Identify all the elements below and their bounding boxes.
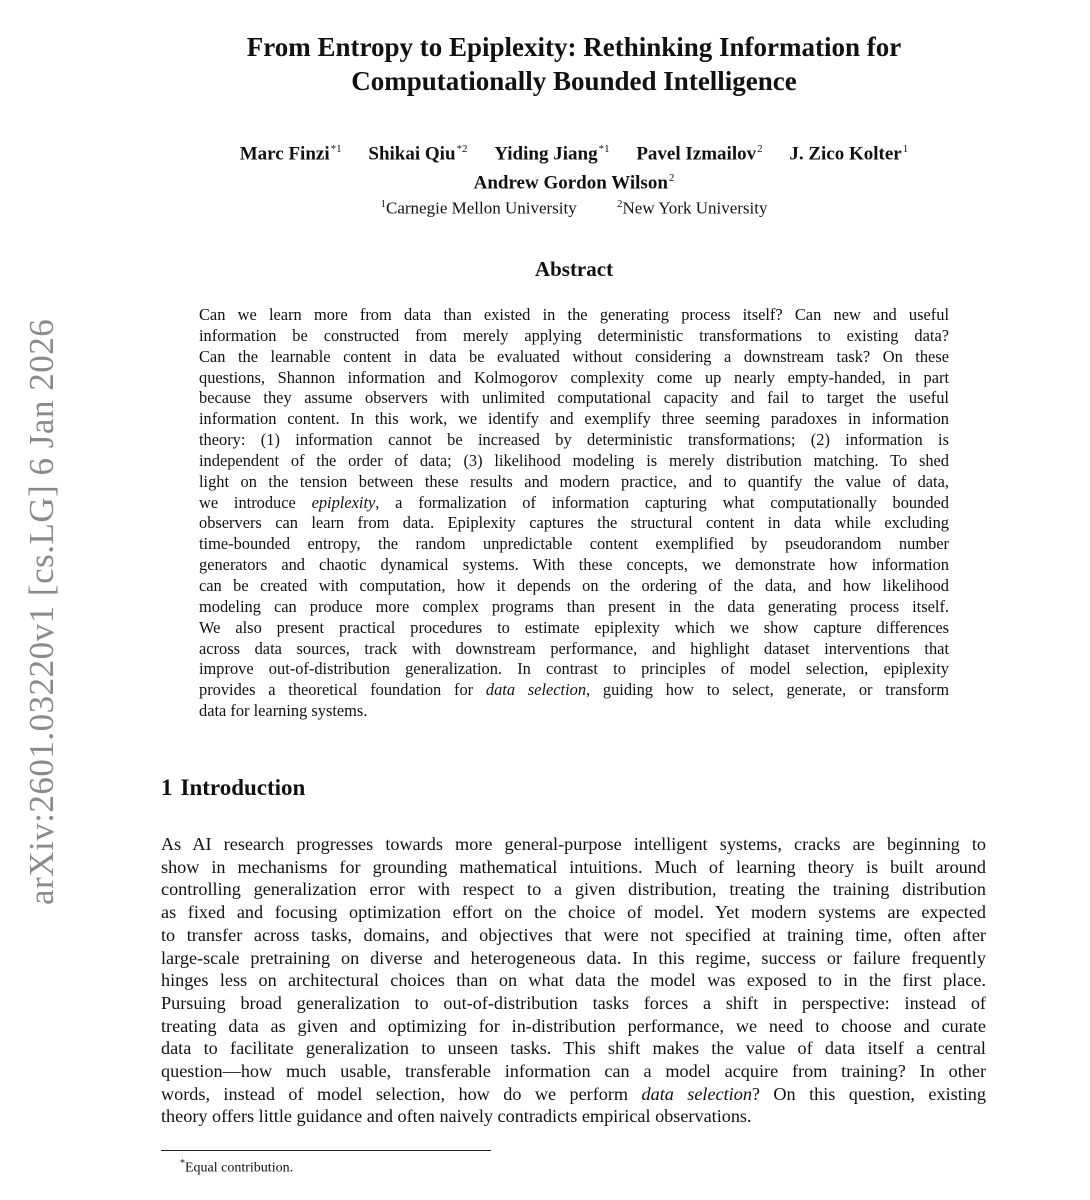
emphasized-term: data selection [641, 1083, 752, 1104]
abstract-line: information be constructed from merely applying deterministic transformations to existing data? [199, 325, 949, 345]
author-name: Shikai Qiu [368, 143, 456, 165]
author-row [150, 166, 998, 195]
introduction-line: data to facilitate generalization to unseen tasks. This shift makes the value of data itself a central [161, 1038, 986, 1059]
affiliation-mark: 1 [380, 198, 386, 210]
abstract-line: time-bounded entropy, the random unpredictable content exemplified by pseudorandom number [199, 534, 949, 554]
footnote [180, 1155, 293, 1178]
introduction-line: controlling generalization error with respect to a given distribution, treating the training distribution [161, 879, 986, 900]
abstract-line: because they assume observers with unlimited computational capacity and fail to target the useful [199, 388, 949, 408]
introduction-line: theory offers little guidance and often naively contradicts empirical observations. [161, 1106, 752, 1127]
affiliation [617, 194, 767, 219]
author-mark: 2 [668, 172, 675, 185]
abstract-line: across data sources, track with downstream performance, and highlight dataset interventions that [199, 638, 949, 658]
abstract-line: independent of the order of data; (3) likelihood modeling is merely distribution matching. To shed [199, 450, 949, 470]
emphasized-term: data selection [485, 680, 587, 700]
introduction-line: question—how much usable, transferable information can a model acquire from training? In other [161, 1061, 986, 1082]
introduction-body [161, 833, 986, 1128]
introduction-line: to transfer across tasks, domains, and objectives that were not specified at training time, often after [161, 924, 986, 945]
author [636, 137, 762, 166]
affiliation-list [150, 194, 998, 219]
author [474, 166, 675, 195]
abstract-line: information content. In this work, we identify and exemplify three seeming paradoxes in information [199, 409, 949, 429]
author [789, 137, 908, 166]
introduction-line: hinges less on architectural choices than on what data the model was exposed to in the first place. [161, 970, 986, 991]
author-name: J. Zico Kolter [789, 143, 902, 165]
abstract-line: improve out-of-distribution generalization. In contrast to principles of model selection, epiplexity [199, 659, 949, 679]
abstract-line: Can the learnable content in data be evaluated without considering a downstream task? On these [199, 346, 949, 366]
abstract-line: generators and chaotic dynamical systems. With these concepts, we demonstrate how information [199, 555, 949, 575]
section-heading-introduction [161, 774, 305, 802]
arxiv-side-stamp [22, 265, 62, 905]
emphasized-term: epiplexity [311, 492, 376, 512]
abstract-line: light on the tension between these results and modern practice, and to quantify the value of data, [199, 471, 949, 491]
affiliation-mark: 2 [617, 198, 623, 210]
title-line: From Entropy to Epiplexity: Rethinking Information for [246, 32, 902, 62]
abstract-line: Can we learn more from data than existed in the generating process itself? Can new and useful [199, 305, 949, 324]
author-row [150, 137, 998, 166]
title-line: Computationally Bounded Intelligence [351, 66, 797, 96]
introduction-line: as fixed and focusing optimization effort on the choice of model. Yet modern systems are expected [161, 902, 986, 923]
author [240, 137, 342, 166]
abstract-line: modeling can produce more complex programs than present in the data generating process itself. [199, 596, 949, 616]
introduction-line: show in mechanisms for grounding mathematical intuitions. Much of learning theory is built around [161, 856, 986, 877]
abstract-line: observers can learn from data. Epiplexity captures the structural content in data while excluding [199, 513, 949, 533]
arxiv-identifier: arXiv:2601.03220v1 [cs.LG] 6 Jan 2026 [22, 318, 61, 905]
introduction-line: words, instead of model selection, how do we perform data selection? On this question, existing [161, 1083, 986, 1104]
author-list [150, 137, 998, 196]
section-title: Introduction [180, 775, 306, 800]
abstract-line: We also present practical procedures to estimate epiplexity which we show capture differences [199, 617, 949, 637]
author-name: Andrew Gordon Wilson [473, 172, 668, 194]
section-number: 1 [161, 775, 173, 800]
author-mark: *1 [598, 143, 610, 155]
introduction-line: treating data as given and optimizing for in-distribution performance, we need to choose and curate [161, 1015, 986, 1036]
author-mark: *2 [456, 143, 468, 155]
paper-title [150, 30, 998, 98]
introduction-line: large-scale pretraining on diverse and heterogeneous data. In this regime, success or failure frequently [161, 947, 986, 968]
abstract-line: provides a theoretical foundation for data selection, guiding how to select, generate, or transform [199, 680, 949, 700]
author-mark: 2 [757, 143, 763, 155]
footnote-text: Equal contribution. [185, 1160, 294, 1176]
author-name: Pavel Izmailov [636, 143, 757, 165]
affiliation-name: Carnegie Mellon University [386, 198, 577, 218]
introduction-line: Pursuing broad generalization to out-of-distribution tasks forces a shift in perspective: instead of [161, 992, 986, 1013]
abstract-line: data for learning systems. [199, 701, 368, 721]
abstract-heading: Abstract [534, 257, 614, 281]
author-mark: *1 [330, 143, 342, 155]
abstract-line: can be created with computation, how it depends on the ordering of the data, and how likelihood [199, 575, 949, 595]
author [368, 137, 467, 166]
abstract-line: questions, Shannon information and Kolmogorov complexity come up nearly empty-handed, in part [199, 367, 949, 387]
footnote-rule [161, 1150, 491, 1151]
author [494, 137, 609, 166]
affiliation [381, 194, 577, 219]
introduction-line: As AI research progresses towards more general-purpose intelligent systems, cracks are beginning to [161, 834, 986, 854]
affiliation-name: New York University [622, 198, 768, 218]
author-mark: 1 [902, 143, 909, 155]
author-name: Marc Finzi [239, 143, 330, 165]
abstract-line: theory: (1) information cannot be increased by deterministic transformations; (2) information is [199, 430, 949, 450]
abstract-line: we introduce epiplexity, a formalization of information capturing what computationally bounded [199, 492, 949, 512]
abstract-body [199, 305, 949, 722]
footnote-mark: * [180, 1158, 185, 1169]
author-name: Yiding Jiang [494, 143, 598, 165]
